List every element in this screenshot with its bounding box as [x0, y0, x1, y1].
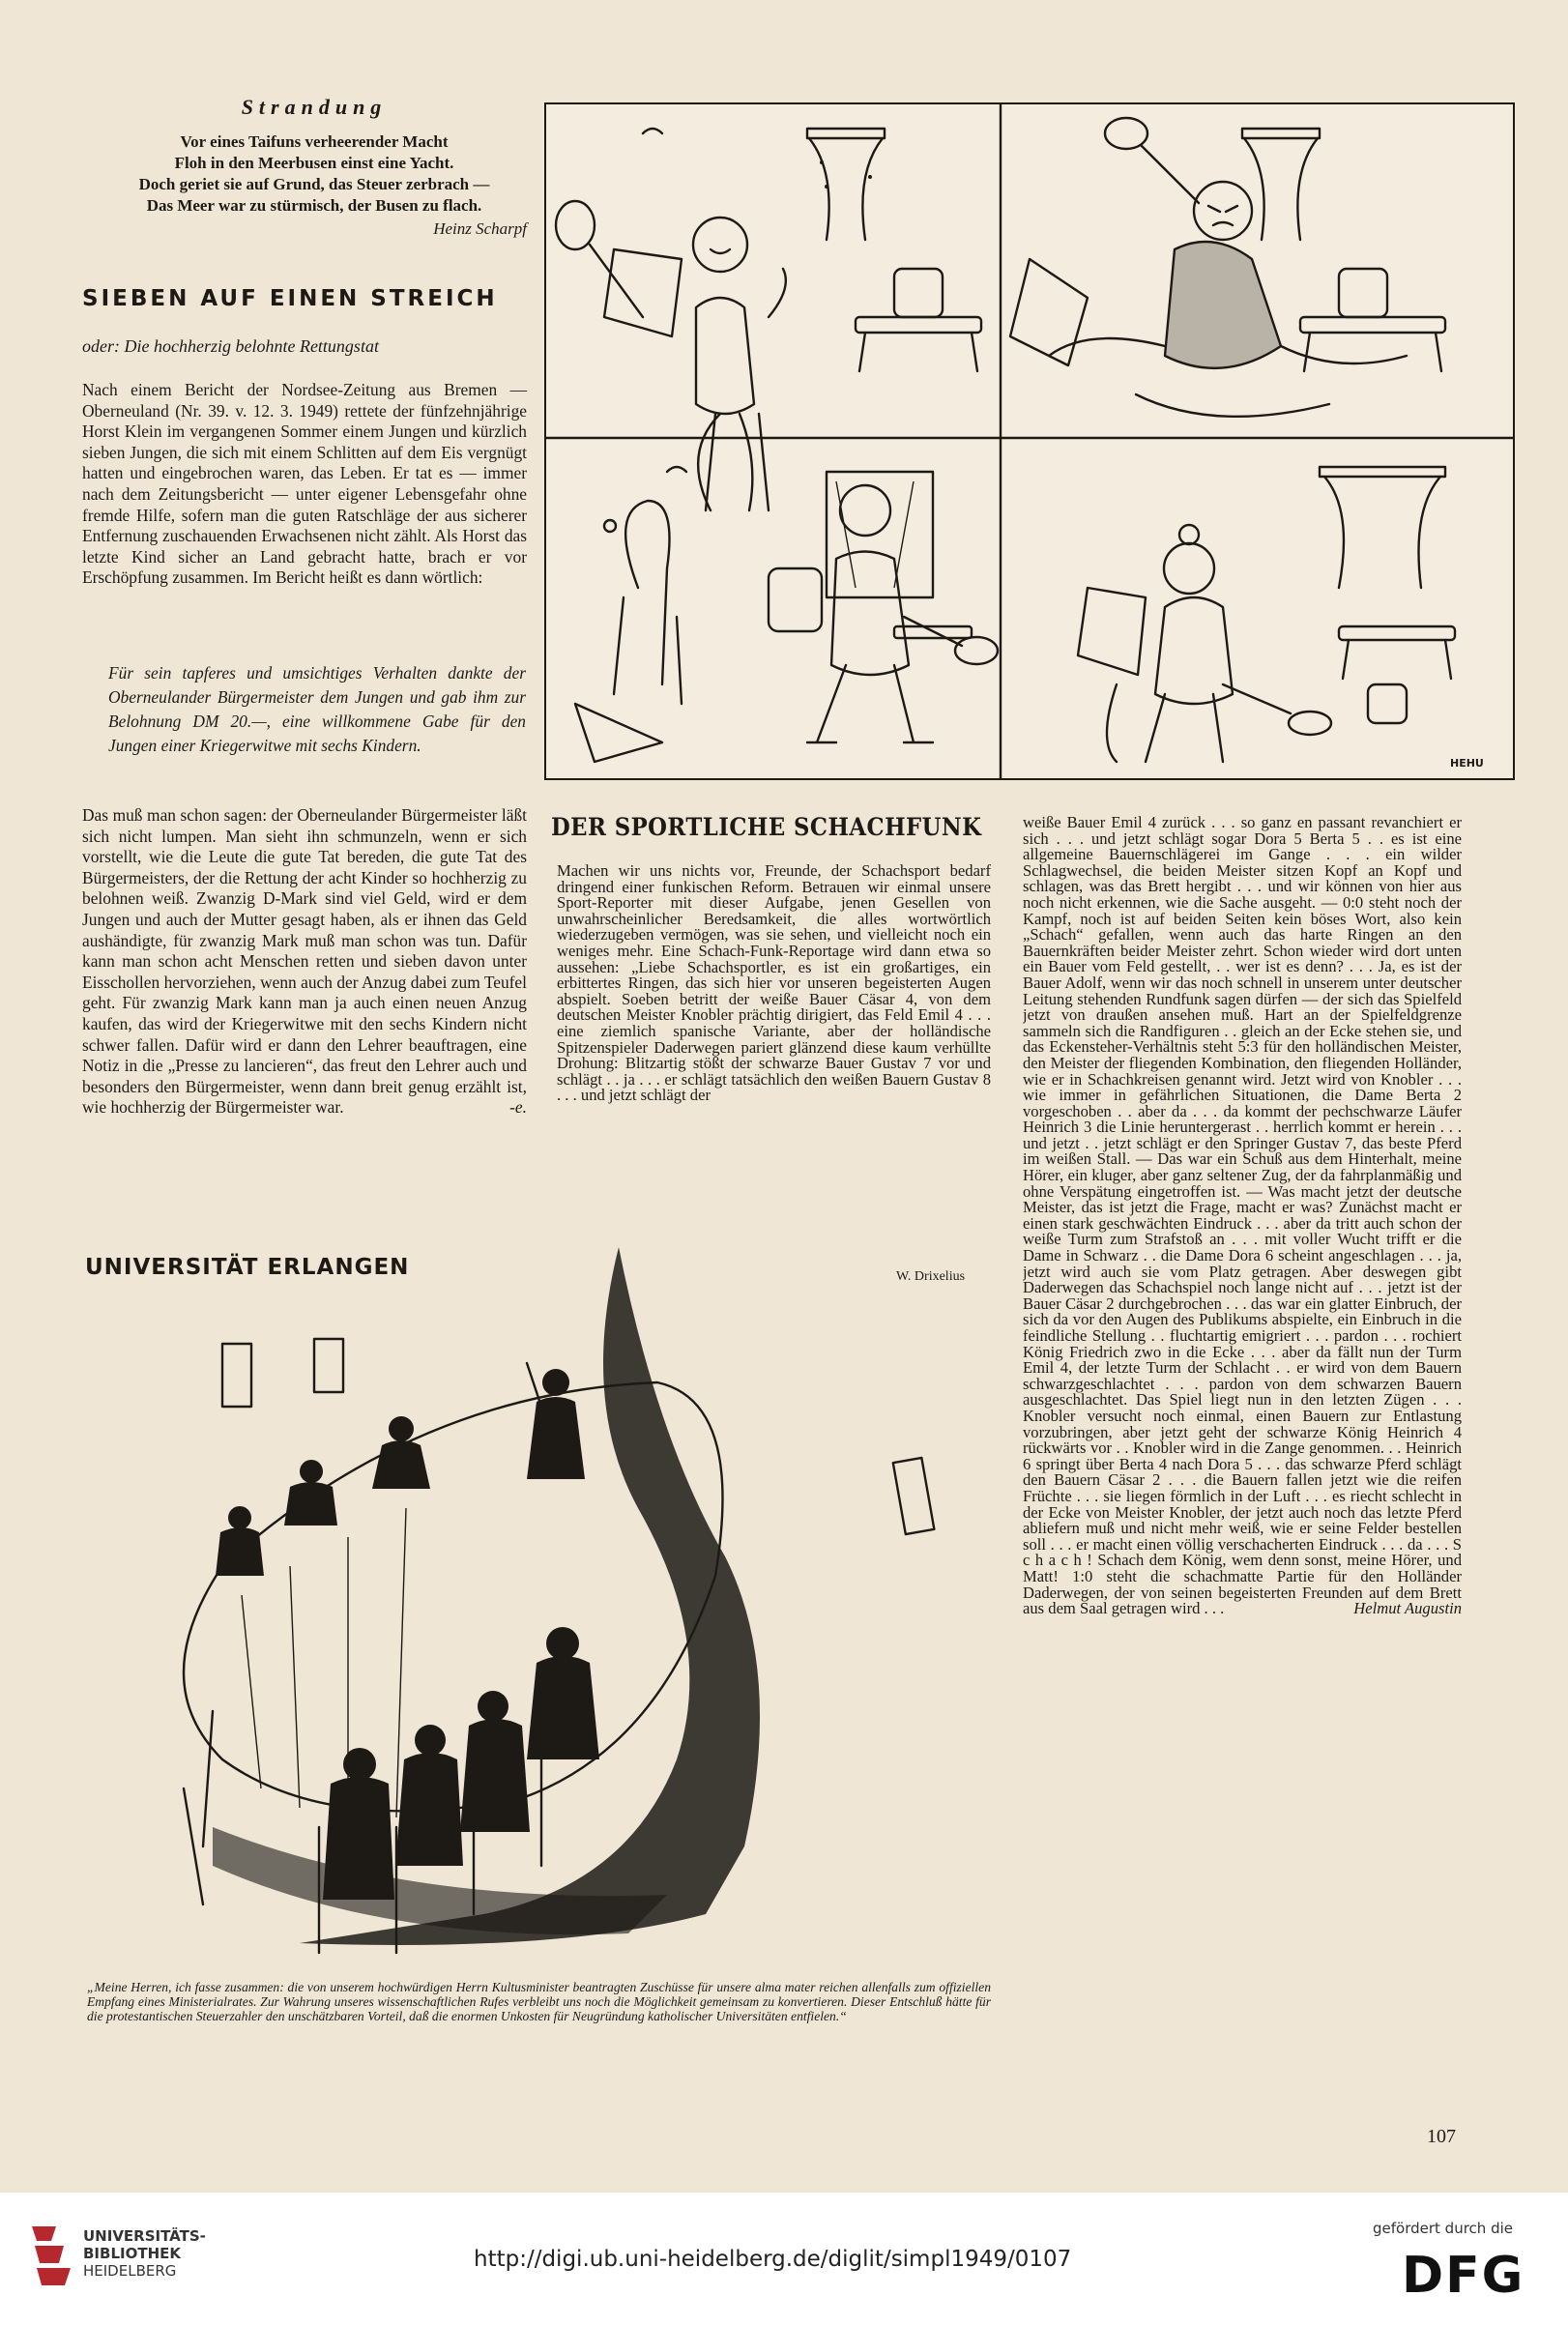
article-subheadline: oder: Die hochherzig belohnte Rettungstat [82, 336, 379, 356]
article-paragraph [82, 805, 527, 1119]
comic-strip [544, 102, 1515, 780]
digitization-footer [0, 2193, 1568, 2325]
poem-line: Floh in den Meerbusen einst eine Yacht. [174, 154, 454, 172]
panel-reading-again [1078, 467, 1455, 762]
library-name-line: BIBLIOTHEK [83, 2245, 181, 2262]
article-headline: SIEBEN AUF EINEN STREICH [82, 286, 498, 311]
article-column [1023, 815, 1462, 1965]
funding-note: gefördert durch die [1373, 2220, 1513, 2237]
illustration-caption: „Meine Herren, ich fasse zusammen: die von unserem hochwürdigen Herrn Kultusminister beantragten Zuschüsse für unsere alma mater reichen allenfalls zum offiziellen Empfang eines Ministerialrates. Zur Wahrung unseres wissenschaftlichen Rufes verbleibt uns noch die Möglichkeit gemeinsam zu konvertieren. Dieser Entschluß hätte für die protestantischen Steuerzahler den unschätzbaren Vorteil, daß die enormen Unkosten für Neugründung katholischer Universitäten entfielen.“ [87, 1980, 991, 2024]
illustration-artist: W. Drixelius [896, 1269, 966, 1284]
library-name [83, 2227, 206, 2280]
article-author: Helmut Augustin [1353, 1599, 1462, 1618]
article-signature: -e. [509, 1097, 527, 1118]
poem-title: Strandung [241, 95, 388, 119]
library-logo-icon [27, 2222, 75, 2293]
library-name-line: UNIVERSITÄTS- [83, 2227, 206, 2245]
comic-illustration [546, 104, 1513, 778]
poem-author: Heinz Scharpf [433, 219, 527, 238]
cartoon-signature: HEHU [1450, 757, 1484, 770]
panel-walking [575, 467, 998, 762]
article-paragraph [82, 380, 527, 589]
panel-reading [556, 129, 981, 510]
panel-angry [1010, 118, 1445, 417]
article-text: Das muß man schon sagen: der Oberneulander Bürgermeister läßt sich nicht lumpen. Man sieht ihn schmunzeln, wenn er sich vorstellt, wie die Leute die gute Tat bereden, die gute Tat des Bürgermeisters, der die Rettung der acht Kinder so hochherzig zu belohnen weiß. Zwanzig D-Mark sind viel Geld, wird er dem Jungen und auch der Mutter gesagt haben, als er ihnen das Geld aushändigte, für zwanzig Mark muß man schon was tun. Dafür kann man schon acht Menschen retten und sieben davon unter Eisschollen hervorziehen, wenn auch der Anzug dabei zum Teufel geht. Für zwanzig Mark kann man ja auch einen neuen Anzug kaufen, das wird der Kriegerwitwe mit den sechs Kindern nicht schwer fallen. Dafür wird er dann den Lehrer beauftragen, eine Notiz in die „Presse zu lancieren“, das freut den Lehrer auch und besonders den Bürgermeister, wenn dann breit genug erzählt ist, wie hochherzig der Bürgermeister war. [82, 805, 527, 1118]
article-headline: DER SPORTLICHE SCHACHFUNK [551, 813, 982, 841]
article-text: weiße Bauer Emil 4 zurück . . . so ganz en passant revanchiert er sich . . . und jetzt schlägt sogar Dora 5 Berta 5 . . es ist eine allgemeine Bauernschlägerei im Gange . . . ein wilder Schlagwechsel, die beiden Meister sitzen Kopf an Kopf und schlagen, was das Brett hergibt . . . und wir können von hier aus noch nicht erkennen, wie die Sache ausgeht. — 0:0 steht noch der Kampf, noch ist auf beiden Seiten kein böses Wort, also kein „Schach“ gefallen, wenn auch das harte Ringen an den Bauernkräften beider Meister zehrt. Schon wieder wird dort unten ein Bauer vom Feld gestellt, . . wer ist es denn? . . . Ja, es ist der Bauer Adolf, wenn wir das noch schnell in unserem unter deutscher Leitung stehenden Rundfunk sagen dürfen — der sich das Spielfeld jetzt von draußen ansehen muß. Hart an der Spielfeldgrenze sammeln sich die Randfiguren . . gleich an der Ecke stehen sie, und das Eckensteher-Verhältnis steht 5:3 für den holländischen Meister, den Meister der fliegenden Kombination, den fliegenden Holländer, wie er in Schachkreisen genannt wird. Jetzt wird von Knobler . . . wie immer in gefährlichen Situationen, die Dame Berta 2 vorgeschoben . . aber da . . . da kommt der pechschwarze Läufer Heinrich 3 die Linie heruntergerast . . herrlich kommt er herein . . . und jetzt . . jetzt schlägt er den Springer Gustav 7, das beste Pferd im weißen Stall. — Das war ein Schuß aus dem Hinterhalt, meine Hörer, ein kluger, aber ganz seltener Zug, der da fahrplanmäßig und ohne Verspätung eingetroffen ist. — Was macht jetzt der deutsche Meister, das ist jetzt die Frage, macht er was? Zunächst macht er einen stark geschwächten Eindruck . . . aber da tritt auch schon der weiße Turm zum Strafstoß an . . . mit voller Wucht trifft er die Dame in Schwarz . . die Dame Dora 6 scheint angeschlagen . . . ja, jetzt wird auch sie vom Platz getragen. Aber deswegen gibt Daderwegen das Schachspiel noch lange nicht auf . . . jetzt ist der Bauer Cäsar 2 durchgebrochen . . . das war ein glatter Einbruch, der sich da vor den Augen des Publikums abspielte, ein Einbruch in die feindliche Stellung . . fluchtartig emigriert . . . pardon . . . rochiert König Friedrich zwo in die Ecke . . . aber da fällt nun der Turm Emil 4, der letzte Turm der Schlacht . . er wird von dem Bauern schwarzgeschlachtet . . . pardon von dem schwarzen Bauern ausgeschlachtet. Das Spiel liegt nun in den letzten Zügen . . . Knobler versucht noch einmal, einen Bauern zur Entlastung vorzubringen, aber jetzt geht der schwarze König Heinrich 4 rückwärts vor . . Knobler wird in die Zange genommen. . . Heinrich 6 springt über Berta 4 nach Dora 5 . . . das schwarze Pferd schlägt den Bauern Cäsar 2 . . . die Bauern fallen jetzt wie die reifen Früchte . . . sie liegen förmlich in der Luft . . . es riecht schlecht in der Ecke von Meister Knobler, der jetzt auch noch das letzte Pferd abliefern muß und nicht mehr weiß, wie er seine Felder bestellen soll . . . er macht einen völlig verschacherten Eindruck . . . da . . . S c h a c h ! Schach dem König, wem denn sonst, meine Hörer, und Matt! 1:0 steht die schachmatte Partie für den Holländer Daderwegen, der von seinen begeisterten Freunden auf dem Brett aus dem Saal getragen wird . . . [1023, 815, 1462, 1618]
dfg-logo: DFG [1402, 2247, 1525, 2305]
council-illustration [97, 1247, 986, 1982]
article-headline: UNIVERSITÄT ERLANGEN [85, 1255, 410, 1280]
article-column: Machen wir uns nichts vor, Freunde, der Schachsport bedarf dringend einer funkischen Reform. Betrauen wir einmal unsere Sport-Reporter mit dieser Aufgabe, jenen Gesellen von unwahrscheinlicher Beredsamkeit, die alles wortwörtlich wiederzugeben vermögen, was sie sehen, und vielleicht noch ein weniges mehr. Eine Schach-Funk-Reportage wird dann etwa so aussehen: „Liebe Schachsportler, es ist ein großartiges, ein erbittertes Ringen, das sich hier vor unseren begeisterten Augen abspielt. Soeben betritt der weiße Bauer Cäsar 4, von dem deutschen Meister Knobler prächtig dirigiert, das Feld Emil 4 . . . eine ziemlich spanische Variante, aber der holländische Spitzenspieler Daderwegen pariert glänzend diese kaum verhüllte Drohung: Blitzartig stößt der schwarze Bauer Gustav 7 vor und schlägt . . ja . . . er schlägt tatsächlich den weißen Bauern Gustav 8 . . . und jetzt schlägt der [557, 863, 991, 1105]
source-url-link[interactable]: http://digi.ub.uni-heidelberg.de/diglit/simpl1949/0107 [474, 2247, 1072, 2272]
article-text: Nach einem Bericht der Nordsee-Zeitung aus Bremen — Oberneuland (Nr. 39. v. 12. 3. 1949) rettete der fünfzehnjährige Horst Klein im vergangenen Sommer einem Jungen und kürzlich sieben Jungen, die sich mit einem Schlitten auf dem Eis vergnügt hatten und eingebrochen waren, das Leben. Er tat es — immer nach dem Zeitungsbericht — unter eigener Lebensgefahr ohne fremde Hilfe, sofern man die guten Ratschläge der aus sicherer Entfernung zuschauenden Erwachsenen nicht zählt. Als Horst das letzte Kind sicher an Land gebracht hatte, brach er vor Erschöpfung zusammen. Im Bericht heißt es dann wörtlich: [82, 380, 527, 588]
library-name-line: HEIDELBERG [83, 2262, 177, 2280]
page-number: 107 [1427, 2126, 1456, 2147]
poem-line: Vor eines Taifuns verheerender Macht [180, 132, 449, 151]
poem [102, 97, 527, 240]
quote-block: Für sein tapferes und umsichtiges Verhalten dankte der Oberneulander Bürgermeister dem Jungen und gab ihm zur Belohnung DM 20.—, eine willkommene Gabe für den Jungen einer Kriegerwitwe mit sechs Kindern. [108, 663, 526, 755]
poem-line: Das Meer war zu stürmisch, der Busen zu flach. [146, 196, 482, 215]
poem-line: Doch geriet sie auf Grund, das Steuer zerbrach — [138, 175, 490, 193]
